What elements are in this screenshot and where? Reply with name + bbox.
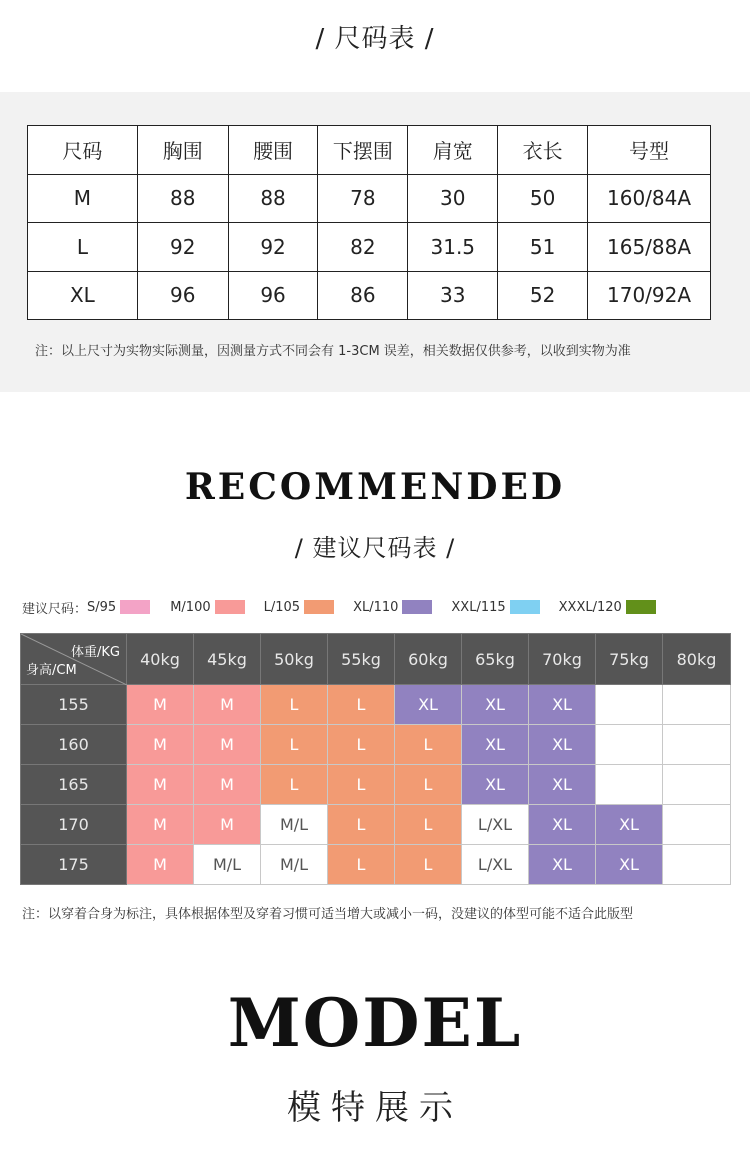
legend-item xyxy=(451,600,539,615)
height-row-header: 175 xyxy=(21,845,127,885)
legend-label: XXXL/120 xyxy=(558,599,622,615)
table-cell: 86 xyxy=(318,271,408,320)
table-row xyxy=(28,271,711,320)
height-row-header: 155 xyxy=(21,685,127,725)
table-cell: 51 xyxy=(498,223,588,272)
legend-swatch xyxy=(120,600,150,614)
size-cell: XL xyxy=(395,685,462,725)
size-cell: M xyxy=(194,725,261,765)
table-cell: 96 xyxy=(228,271,318,320)
size-cell: L xyxy=(395,845,462,885)
table-row xyxy=(28,223,711,272)
recommend-note: 注：以穿着合身为标注，具体根据体型及穿着习惯可适当增大或减小一码，没建议的体型可能不适合此版型 xyxy=(22,907,634,922)
table-cell: 50 xyxy=(498,174,588,223)
table-cell: 78 xyxy=(318,174,408,223)
legend-label: XL/110 xyxy=(353,599,399,615)
size-cell: M/L xyxy=(261,805,328,845)
size-cell: M xyxy=(127,805,194,845)
legend-item xyxy=(264,600,334,615)
table-cell: XL xyxy=(28,271,138,320)
legend-label: M/100 xyxy=(170,599,211,615)
legend-prefix: 建议尺码： xyxy=(22,601,88,617)
size-cell: L/XL xyxy=(462,805,529,845)
table-cell: 82 xyxy=(318,223,408,272)
height-row-header: 170 xyxy=(21,805,127,845)
size-cell xyxy=(663,805,731,845)
legend-swatch xyxy=(215,600,245,614)
weight-header: 60kg xyxy=(395,634,462,685)
weight-header: 45kg xyxy=(194,634,261,685)
table-row xyxy=(21,845,731,885)
table-row xyxy=(21,805,731,845)
legend-swatch xyxy=(510,600,540,614)
size-cell: L xyxy=(328,845,395,885)
recommend-size-table xyxy=(20,633,731,885)
table-cell: 31.5 xyxy=(408,223,498,272)
size-cell: M/L xyxy=(261,845,328,885)
model-heading: MODEL xyxy=(227,984,523,1062)
table-cell: 88 xyxy=(137,174,228,223)
table-row xyxy=(21,725,731,765)
size-chart-note: 注：以上尺寸为实物实际测量，因测量方式不同会有 1-3CM 误差，相关数据仅供参考，以收到实物为准 xyxy=(35,344,631,359)
table-cell: 170/92A xyxy=(588,271,711,320)
size-chart-table xyxy=(27,125,711,320)
height-row-header: 160 xyxy=(21,725,127,765)
weight-header: 75kg xyxy=(596,634,663,685)
size-cell: L xyxy=(395,725,462,765)
size-cell: XL xyxy=(596,805,663,845)
size-cell: L xyxy=(328,765,395,805)
table-cell: 92 xyxy=(137,223,228,272)
recommended-heading: RECOMMENDED xyxy=(184,466,566,508)
size-cell: L xyxy=(261,685,328,725)
size-cell: M xyxy=(127,685,194,725)
weight-header-row xyxy=(21,634,731,685)
size-cell xyxy=(596,685,663,725)
size-cell: XL xyxy=(529,685,596,725)
size-cell: M xyxy=(127,845,194,885)
size-cell xyxy=(663,765,731,805)
header-cell: 肩宽 xyxy=(408,126,498,175)
size-cell: M xyxy=(127,725,194,765)
legend-label: S/95 xyxy=(87,599,117,615)
table-cell: 33 xyxy=(408,271,498,320)
size-cell: XL xyxy=(529,765,596,805)
table-cell: 160/84A xyxy=(588,174,711,223)
size-cell: XL xyxy=(529,845,596,885)
weight-header: 65kg xyxy=(462,634,529,685)
size-cell xyxy=(596,725,663,765)
header-cell: 腰围 xyxy=(228,126,318,175)
height-row-header: 165 xyxy=(21,765,127,805)
table-cell: M xyxy=(28,174,138,223)
size-cell xyxy=(663,845,731,885)
size-cell: L xyxy=(328,805,395,845)
size-cell: M/L xyxy=(194,845,261,885)
weight-axis-label: 体重/KG xyxy=(71,645,120,660)
legend-item xyxy=(353,600,432,615)
header-cell: 尺码 xyxy=(28,126,138,175)
weight-header: 80kg xyxy=(663,634,731,685)
weight-header: 40kg xyxy=(127,634,194,685)
size-cell: L xyxy=(395,805,462,845)
model-subtitle: 模特展示 xyxy=(287,1088,463,1128)
size-cell xyxy=(663,725,731,765)
table-cell: 30 xyxy=(408,174,498,223)
table-cell: 96 xyxy=(137,271,228,320)
legend-swatch xyxy=(626,600,656,614)
size-chart-header-row xyxy=(28,126,711,175)
table-cell: L xyxy=(28,223,138,272)
size-cell: L xyxy=(395,765,462,805)
size-cell: M xyxy=(127,765,194,805)
table-cell: 92 xyxy=(228,223,318,272)
header-cell: 下摆围 xyxy=(318,126,408,175)
header-cell: 胸围 xyxy=(137,126,228,175)
size-cell: M xyxy=(194,685,261,725)
header-cell: 号型 xyxy=(588,126,711,175)
table-row xyxy=(21,685,731,725)
size-cell: L xyxy=(261,725,328,765)
weight-header: 50kg xyxy=(261,634,328,685)
table-row xyxy=(21,765,731,805)
legend-item xyxy=(87,600,150,615)
table-cell: 88 xyxy=(228,174,318,223)
size-cell: L xyxy=(261,765,328,805)
size-cell: XL xyxy=(529,725,596,765)
weight-header: 55kg xyxy=(328,634,395,685)
corner-cell xyxy=(21,634,127,685)
legend-swatch xyxy=(304,600,334,614)
legend-item xyxy=(559,600,656,615)
table-cell: 165/88A xyxy=(588,223,711,272)
size-cell: M xyxy=(194,765,261,805)
size-cell xyxy=(663,685,731,725)
legend-item xyxy=(170,600,244,615)
table-row xyxy=(28,174,711,223)
size-cell xyxy=(596,765,663,805)
size-cell: L xyxy=(328,725,395,765)
size-cell: XL xyxy=(529,805,596,845)
size-cell: L xyxy=(328,685,395,725)
weight-header: 70kg xyxy=(529,634,596,685)
size-cell: XL xyxy=(596,845,663,885)
size-legend xyxy=(22,598,656,616)
legend-label: L/105 xyxy=(263,599,301,615)
size-chart-title: / 尺码表 / xyxy=(315,24,435,54)
legend-swatch xyxy=(402,600,432,614)
size-cell: L/XL xyxy=(462,845,529,885)
size-cell: XL xyxy=(462,725,529,765)
legend-label: XXL/115 xyxy=(451,599,506,615)
size-cell: XL xyxy=(462,685,529,725)
header-cell: 衣长 xyxy=(498,126,588,175)
size-cell: XL xyxy=(462,765,529,805)
height-axis-label: 身高/CM xyxy=(26,663,77,678)
recommend-chart-title: / 建议尺码表 / xyxy=(294,534,456,562)
size-cell: M xyxy=(194,805,261,845)
table-cell: 52 xyxy=(498,271,588,320)
